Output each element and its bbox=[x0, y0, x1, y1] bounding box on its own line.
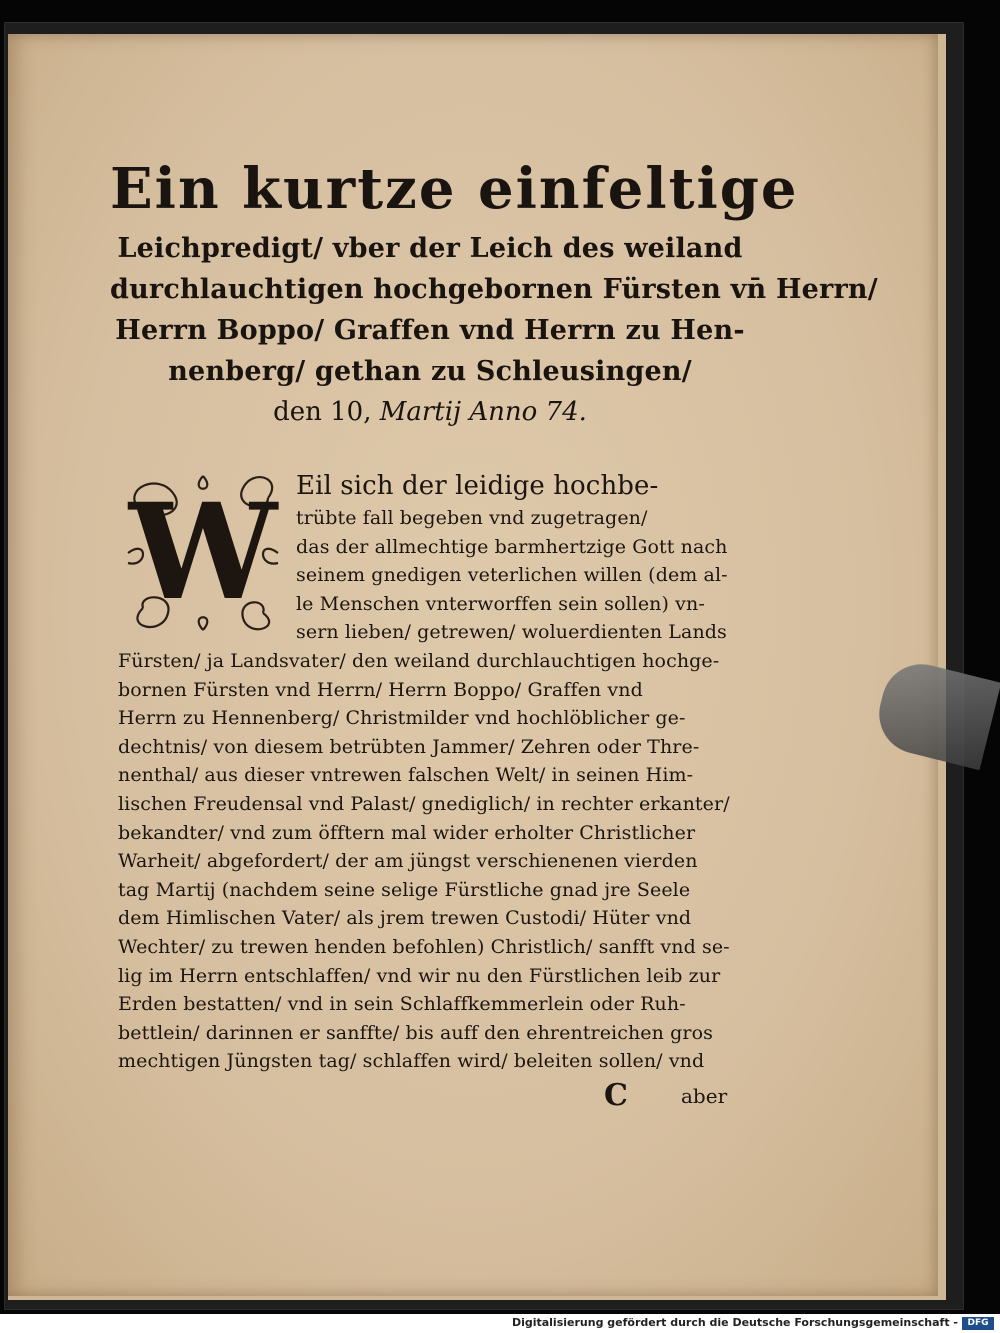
date-italic: Martij Anno 74. bbox=[379, 397, 587, 427]
text-line-7: Fürsten/ ja Landsvater/ den weiland durchlauchtigen hochge- bbox=[118, 649, 720, 672]
page-foot bbox=[118, 1078, 738, 1113]
date-prefix: den 10, bbox=[273, 397, 372, 427]
signature-mark: C bbox=[604, 1078, 628, 1113]
text-line-4: seinem gnedigen veterlichen willen (dem al- bbox=[296, 564, 728, 587]
drop-cap bbox=[118, 468, 288, 638]
text-line-12: lischen Freudensal vnd Palast/ gnediglich/ in rechter erkanter/ bbox=[118, 792, 730, 815]
title-main: Ein kurtze einfeltige bbox=[110, 156, 799, 222]
text-line-18: lig im Herrn entschlaffen/ vnd wir nu den Fürstlichen leib zur bbox=[118, 964, 721, 987]
title-line-1: Leichpredigt/ vber der Leich des weiland bbox=[117, 233, 743, 264]
text-line-8: bornen Fürsten vnd Herrn/ Herrn Boppo/ Graffen vnd bbox=[118, 678, 643, 701]
text-line-19: Erden bestatten/ vnd in sein Schlaffkemmerlein oder Ruh- bbox=[118, 993, 686, 1016]
text-line-11: nenthal/ aus dieser vntrewen falschen Welt/ in seinen Him- bbox=[118, 764, 694, 787]
text-line-3: das der allmechtige barmhertzige Gott nach bbox=[296, 535, 728, 558]
catchword: aber bbox=[681, 1084, 728, 1108]
text-line-14: Warheit/ abgefordert/ der am jüngst verschienenen vierden bbox=[118, 850, 698, 873]
title-line-2: durchlauchtigen hochgebornen Fürsten vn̄ Herrn/ bbox=[110, 274, 878, 305]
title-line-3: Herrn Boppo/ Graffen vnd Herrn zu Hen- bbox=[115, 315, 745, 346]
text-line-16: dem Himlischen Vater/ als jrem trewen Custodi/ Hüter vnd bbox=[118, 907, 692, 930]
title-block bbox=[110, 150, 878, 432]
footer-bar bbox=[0, 1314, 1000, 1333]
text-line-20: bettlein/ darinnen er sanffte/ bis auff den ehrentreichen gros bbox=[118, 1021, 713, 1044]
text-line-10: dechtnis/ von diesem betrübten Jammer/ Zehren oder Thre- bbox=[118, 735, 700, 758]
text-line-17: Wechter/ zu trewen henden befohlen) Christlich/ sanfft vnd se- bbox=[118, 935, 730, 958]
text-line-1: Eil sich der leidige hochbe- bbox=[296, 471, 659, 501]
title-date bbox=[110, 392, 750, 432]
text-line-15: tag Martij (nachdem seine selige Fürstliche gnad jre Seele bbox=[118, 878, 691, 901]
text-line-9: Herrn zu Hennenberg/ Christmilder vnd hochlöblicher ge- bbox=[118, 707, 686, 730]
text-line-6: sern lieben/ getrewen/ woluerdienten Lands bbox=[296, 621, 727, 644]
text-line-2: trübte fall begeben vnd zugetragen/ bbox=[296, 507, 648, 529]
title-line-4: nenberg/ gethan zu Schleusingen/ bbox=[168, 356, 692, 387]
sermon-text bbox=[118, 468, 738, 1076]
footer-credit: Digitalisierung gefördert durch die Deutsche Forschungsgemeinschaft - bbox=[511, 1316, 958, 1329]
text-line-21: mechtigen Jüngsten tag/ schlaffen wird/ beleiten sollen/ vnd bbox=[118, 1050, 705, 1073]
text-line-13: bekandter/ vnd zum öfftern mal wider erholter Christlicher bbox=[118, 821, 696, 844]
drop-cap-letter: W bbox=[128, 475, 278, 630]
dfg-logo-icon[interactable]: DFG bbox=[962, 1317, 994, 1330]
text-line-5: le Menschen vnterworffen sein sollen) vn- bbox=[296, 592, 705, 615]
